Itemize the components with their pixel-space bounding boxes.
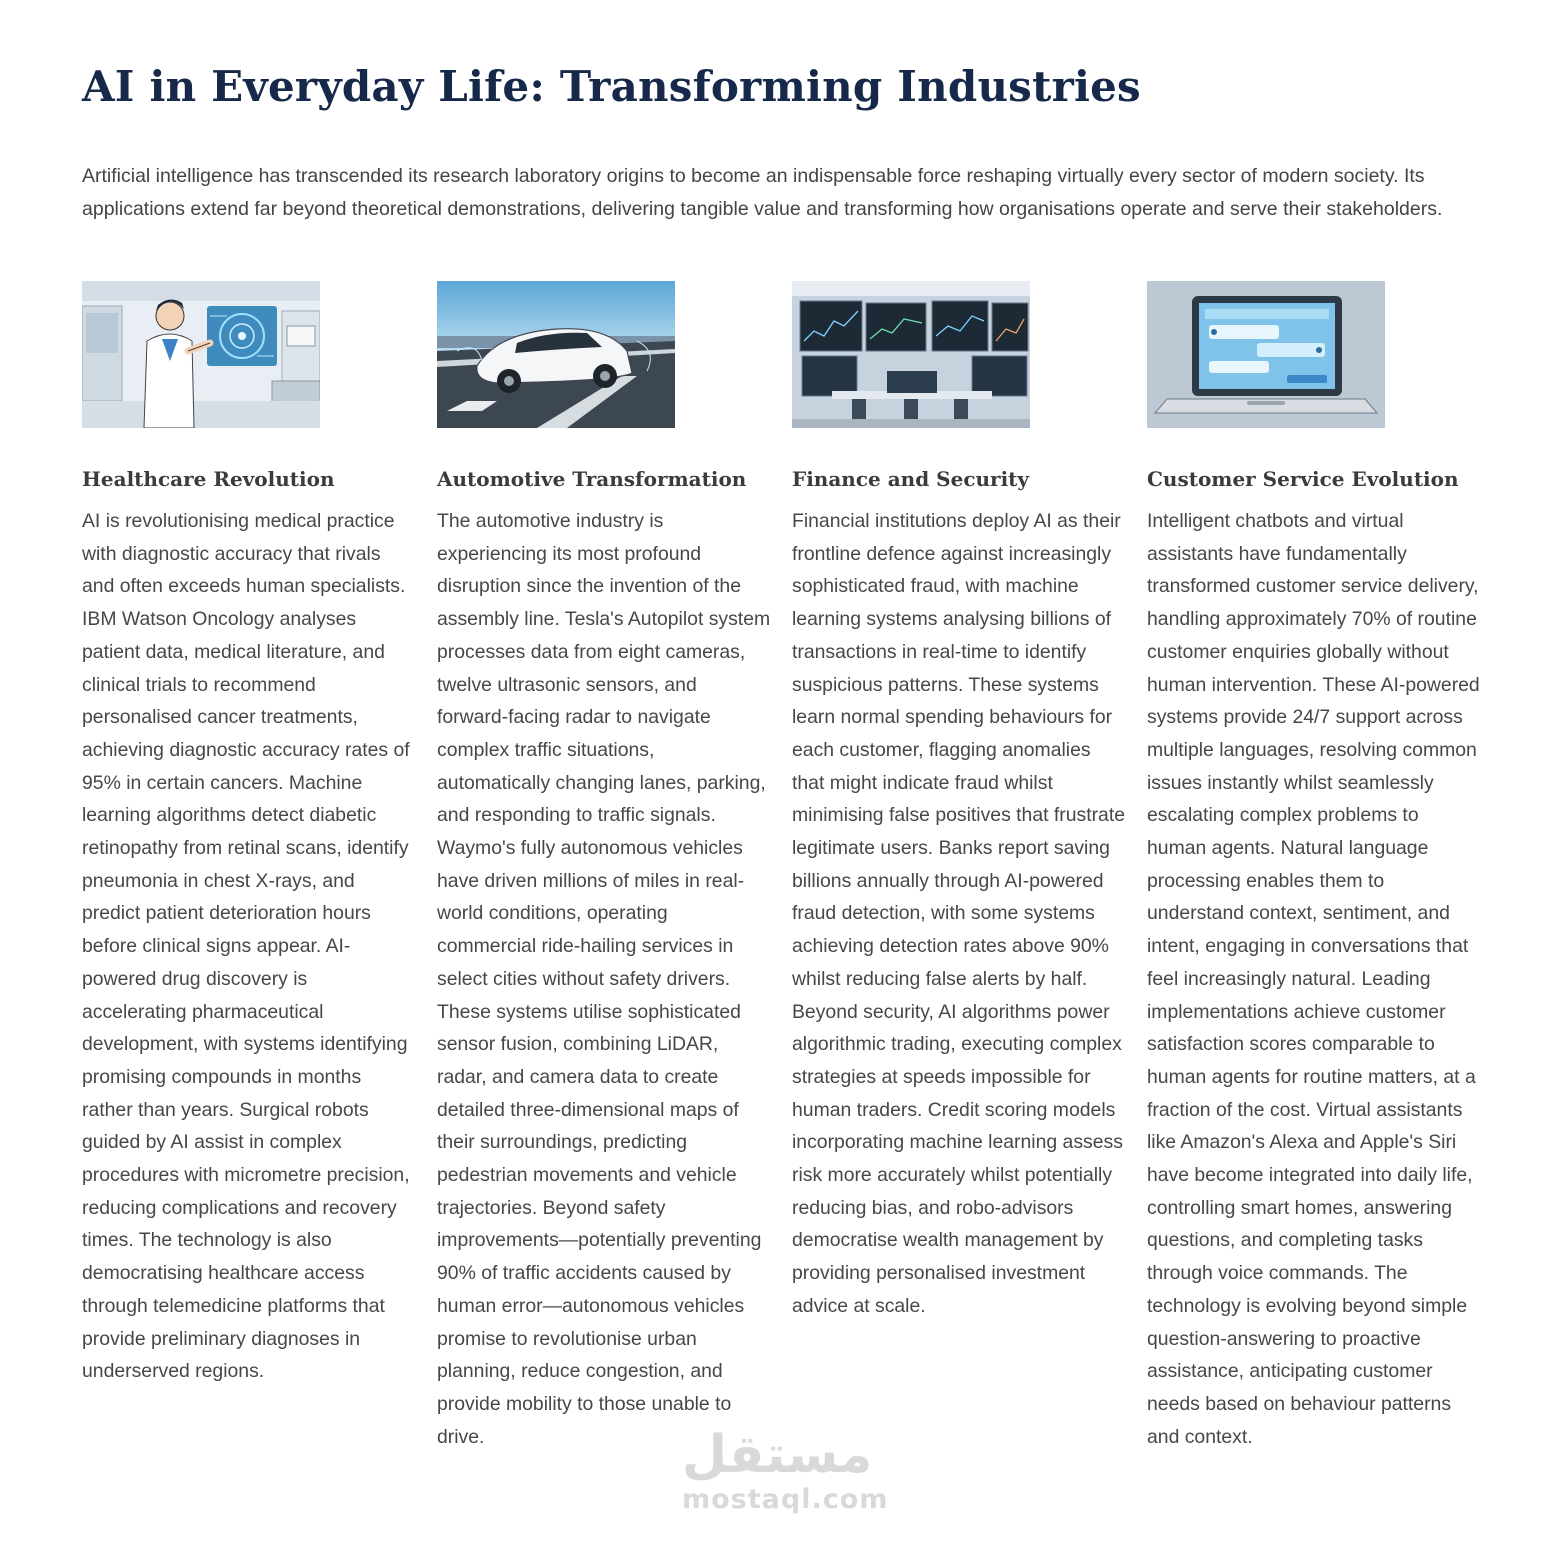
section-automotive	[437, 281, 772, 1453]
section-healthcare	[82, 281, 417, 1388]
trading-floor-illustration	[792, 281, 1030, 428]
section-body: The automotive industry is experiencing its most profound disruption since the invention of the assembly line. Tesla's Autopilot system processes data from eight cameras, twelve ultrasonic sensors, and forward-facing radar to navigate complex traffic situations, automatically changing lanes, parking, and responding to traffic signals. Waymo's fully autonomous vehicles have driven millions of miles in real-world conditions, operating commercial ride-hailing services in select cities without safety drivers. These systems utilise sophisticated sensor fusion, combining LiDAR, radar, and camera data to create detailed three-dimensional maps of their surroundings, predicting pedestrian movements and vehicle trajectories. Beyond safety improvements—potentially preventing 90% of traffic accidents caused by human error—autonomous vehicles promise to revolutionise urban planning, reduce congestion, and provide mobility to those unable to drive.	[437, 510, 771, 1448]
section-finance	[792, 281, 1127, 1323]
section-heading: Healthcare Revolution	[82, 467, 335, 491]
section-customer-service	[1147, 281, 1482, 1453]
section-heading: Automotive Transformation	[437, 467, 747, 491]
laptop-chatbot-illustration	[1147, 281, 1385, 428]
autonomous-car-illustration	[437, 281, 675, 428]
intro-paragraph: Artificial intelligence has transcended its research laboratory origins to become an indispensable force reshaping virtually every sector of modern society. Its applications extend far beyond theoretical demonstrations, delivering tangible value and transforming how organisations operate and serve their stakeholders.	[82, 165, 1443, 220]
watermark-arabic: مستقل	[682, 1425, 873, 1485]
watermark-latin: mostaql.com	[682, 1484, 889, 1515]
section-body: AI is revolutionising medical practice with diagnostic accuracy that rivals and often exceeds human specialists. IBM Watson Oncology analyses patient data, medical literature, and clinical trials to recommend personalised cancer treatments, achieving diagnostic accuracy rates of 95% in certain cancers. Machine learning algorithms detect diabetic retinopathy from retinal scans, identify pneumonia in chest X-rays, and predict patient deterioration hours before clinical signs appear. AI-powered drug discovery is accelerating pharmaceutical development, with systems identifying promising compounds in months rather than years. Surgical robots guided by AI assist in complex procedures with micrometre precision, reducing complications and recovery times. The technology is also democratising healthcare access through telemedicine platforms that provide preliminary diagnoses in underserved regions.	[82, 510, 410, 1383]
section-heading: Finance and Security	[792, 467, 1030, 491]
doctor-hologram-illustration	[82, 281, 320, 428]
section-body: Intelligent chatbots and virtual assistants have fundamentally transformed customer service delivery, handling approximately 70% of routine customer enquiries globally without human intervention. These AI-powered systems provide 24/7 support across multiple languages, resolving common issues instantly whilst seamlessly escalating complex problems to human agents. Natural language processing enables them to understand context, sentiment, and intent, engaging in conversations that feel increasingly natural. Leading implementations achieve customer satisfaction scores comparable to human agents for routine matters, at a fraction of the cost. Virtual assistants like Amazon's Alexa and Apple's Siri have become integrated into daily life, controlling smart homes, answering questions, and completing tasks through voice commands. The technology is evolving beyond simple question-answering to proactive assistance, anticipating customer needs based on behaviour patterns and context.	[1147, 510, 1480, 1448]
watermark-logo	[682, 1425, 889, 1515]
section-heading: Customer Service Evolution	[1147, 467, 1459, 491]
page-title: AI in Everyday Life: Transforming Industries	[82, 62, 1141, 111]
section-body: Financial institutions deploy AI as their frontline defence against increasingly sophisticated fraud, with machine learning systems analysing billions of transactions in real-time to identify suspicious patterns. These systems learn normal spending behaviours for each customer, flagging anomalies that might indicate fraud whilst minimising false positives that frustrate legitimate users. Banks report saving billions annually through AI-powered fraud detection, with some systems achieving detection rates above 90% whilst reducing false alerts by half. Beyond security, AI algorithms power algorithmic trading, executing complex strategies at speeds impossible for human traders. Credit scoring models incorporating machine learning assess risk more accurately whilst potentially reducing bias, and robo-advisors democratise wealth management by providing personalised investment advice at scale.	[792, 510, 1126, 1317]
